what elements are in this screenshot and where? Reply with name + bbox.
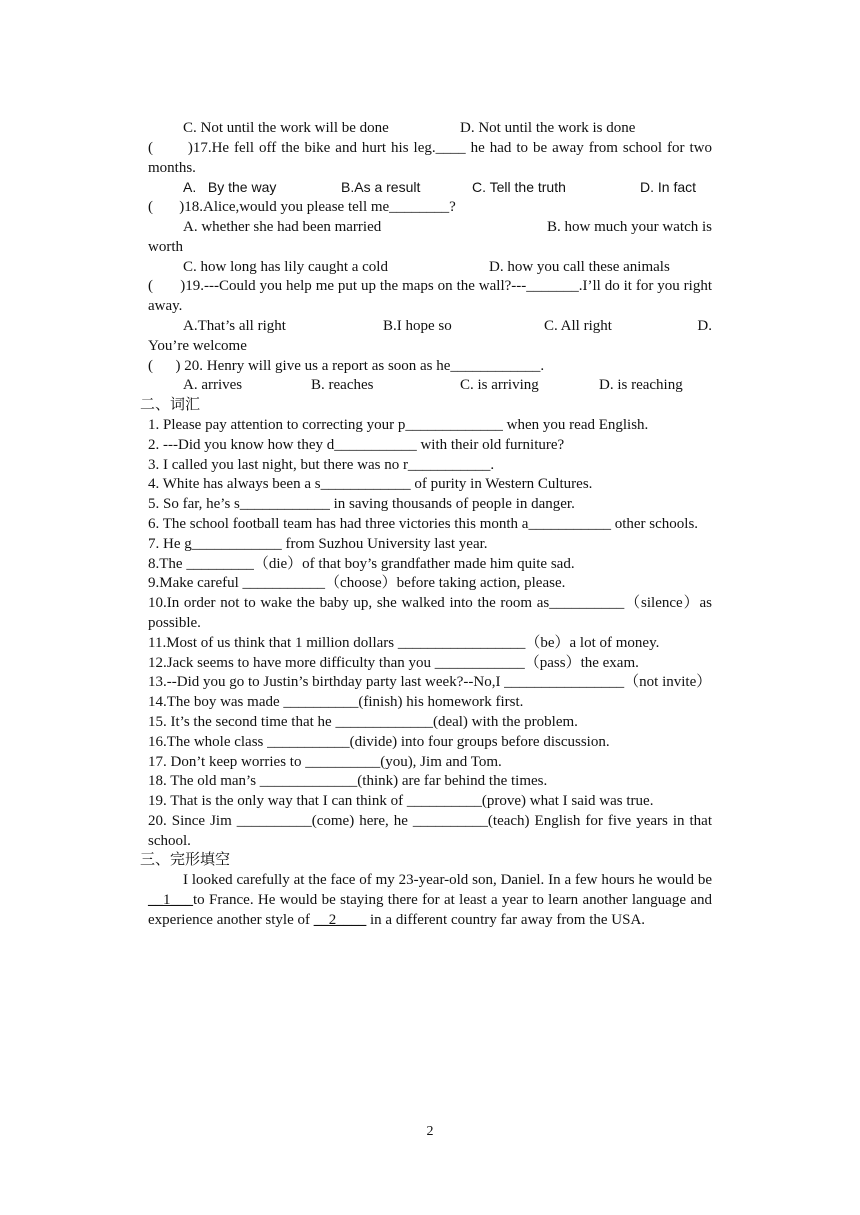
vocab-item-16: 16.The whole class ___________(divide) into four groups before discussion.	[148, 733, 610, 750]
vocab-item-18: 18. The old man’s _____________(think) are far behind the times.	[148, 773, 548, 790]
vocab-item-1: 1. Please pay attention to correcting your p_____________ when you read English.	[148, 416, 649, 433]
vocab-item-20: 20. Since Jim __________(come) here, he __________(teach) English for five years in that school.	[148, 812, 712, 849]
question-17-stem: ( )17.He fell off the bike and hurt his leg.____ he had to be away from school for two months.	[148, 139, 713, 176]
question-20-stem: ( ) 20. Henry will give us a report as soon as he____________.	[148, 357, 545, 374]
vocab-list	[148, 416, 712, 852]
option-c: C. is arriving	[460, 377, 539, 394]
question-18-stem: ( )18.Alice,would you please tell me________?	[148, 199, 456, 216]
option-a: A.That’s all right	[183, 317, 286, 334]
vocab-item-14: 14.The boy was made __________(finish) his homework first.	[148, 694, 524, 711]
section-2-title: 二、词汇	[140, 397, 201, 414]
question-16-options	[148, 119, 712, 139]
vocab-item-7: 7. He g____________ from Suzhou University last year.	[148, 535, 488, 552]
vocab-item-2: 2. ---Did you know how they d___________ with their old furniture?	[148, 436, 565, 453]
option-b: B. how much your watch is	[547, 218, 712, 235]
vocab-item-15: 15. It’s the second time that he _____________(deal) with the problem.	[148, 713, 578, 730]
question-17-options	[148, 178, 712, 198]
option-d: D. is reaching	[599, 377, 683, 394]
vocab-item-12: 12.Jack seems to have more difficulty than you ____________（pass）the exam.	[148, 654, 639, 671]
option-d: D. In fact	[640, 179, 697, 196]
option-a: A. arrives	[183, 377, 243, 394]
option-d: D. how you call these animals	[489, 258, 670, 275]
vocab-item-4: 4. White has always been a s____________ of purity in Western Cultures.	[148, 476, 593, 493]
option-d: D. Not until the work is done	[460, 120, 636, 136]
question-18-options-ab	[148, 218, 712, 238]
vocab-item-8: 8.The _________（die）of that boy’s grandfather made him quite sad.	[148, 555, 575, 572]
option-b: B. reaches	[311, 377, 374, 394]
vocab-item-13: 13.--Did you go to Justin’s birthday party last week?--No,I ________________（not invite）	[148, 674, 712, 691]
option-c: C. Tell the truth	[472, 179, 566, 196]
vocab-item-10: 10.In order not to wake the baby up, she walked into the room as__________（silence）as possible.	[148, 595, 712, 631]
vocab-item-17: 17. Don’t keep worries to __________(you), Jim and Tom.	[148, 753, 502, 770]
section-3-title: 三、完形填空	[140, 852, 231, 869]
page-number: 2	[426, 1124, 434, 1139]
vocab-item-6: 6. The school football team has had three victories this month a___________ other schools.	[148, 515, 699, 532]
question-19-options	[148, 317, 712, 337]
vocab-item-19: 19. That is the only way that I can think of __________(prove) what I said was true.	[148, 793, 654, 810]
cloze-blank-2[interactable]: __2____	[313, 911, 367, 928]
vocab-item-5: 5. So far, he’s s____________ in saving thousands of people in danger.	[148, 496, 575, 513]
option-d: D.	[697, 317, 712, 334]
option-b: B.I hope so	[383, 317, 452, 334]
option-c: C. how long has lily caught a cold	[183, 258, 388, 275]
option-a: A. whether she had been married	[183, 218, 382, 235]
vocab-item-9: 9.Make careful ___________（choose）before taking action, please.	[148, 575, 566, 592]
question-18-options-cd	[148, 258, 712, 278]
option-c: C. All right	[544, 317, 612, 334]
document-page	[140, 119, 713, 931]
question-20-options	[148, 376, 712, 396]
vocab-item-3: 3. I called you last night, but there was no r___________.	[148, 456, 495, 473]
option-d-continued: You’re welcome	[148, 337, 247, 354]
option-a: A. By the way	[183, 179, 277, 196]
option-b-continued: worth	[148, 238, 183, 255]
cloze-paragraph: I looked carefully at the face of my 23-year-old son, Daniel. In a few hours he would be __1___to France. He would be staying there for at least a year to learn another language and experience another style of __2____ in a different country far away from the USA.	[148, 872, 712, 928]
option-c: C. Not until the work will be done	[183, 120, 389, 136]
vocab-item-11: 11.Most of us think that 1 million dollars _________________（be）a lot of money.	[148, 634, 660, 651]
question-19-stem: ( )19.---Could you help me put up the maps on the wall?---_______.I’ll do it for you right away.	[148, 278, 712, 315]
cloze-blank-1[interactable]: __1___	[148, 892, 193, 909]
option-b: B.As a result	[341, 179, 421, 196]
